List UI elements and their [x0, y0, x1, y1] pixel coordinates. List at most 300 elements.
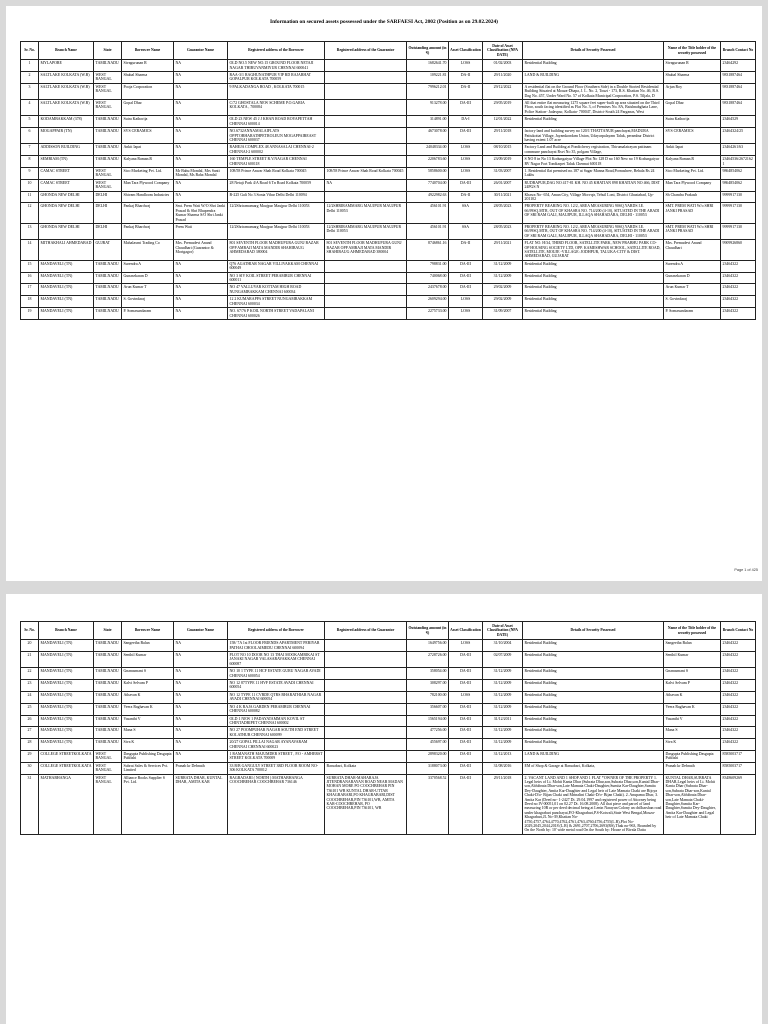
cell-borrower-name: S. Govindaraj — [122, 296, 174, 308]
cell-branch-name: KODAMBAKKAM (378) — [39, 116, 94, 128]
cell-borrower-address: NO.6732ANNAMALAIFLATS OPPTOBHARATHPETROLEUN MOGAPPAIREAST CHENNAI 600037 — [228, 128, 325, 144]
table-row — [21, 284, 756, 296]
cell-state: WEST BANGAL — [94, 72, 122, 84]
cell-branch-name: MANDAVELI (TN) — [39, 652, 94, 668]
cell-borrower-name: Man Tara Plywood Company — [122, 179, 174, 191]
table-header-row — [21, 42, 756, 60]
cell-security-details: Factory Land and Building at Pondicherry registration, Thirumalairayan pattinam commune panchayat Rsvt No 35, polgam Village, — [523, 144, 664, 156]
cell-branch-contact: 9864854062 — [721, 179, 756, 191]
cell-security-details: Residential Building — [523, 308, 664, 320]
cell-guarantor-name: NA — [174, 260, 228, 272]
cell-branch-contact: 23464322 — [721, 272, 756, 284]
cell-guarantor-name: NA — [174, 668, 228, 680]
column-header-npa-date: Date of Asset Classification (NPA DATE) — [483, 42, 523, 60]
cell-security-details: All that entire flat measuring 1275 square feet super-built up area situated on the Third Floor, south facing identified as Flat No. 3, of Premises No. 8A, Baishnabghata Lane, Police Station- Jadavpur, Kolkata- 700047, District-South 24 Parganas, West — [523, 100, 664, 116]
cell-sr-no: 25 — [21, 703, 39, 715]
cell-security-details: Residential Building — [523, 296, 664, 308]
cell-sr-no: 2 — [21, 72, 39, 84]
cell-outstanding-amount: 7740704.00 — [407, 179, 449, 191]
cell-asset-classification: LOSS — [449, 308, 483, 320]
cell-guarantor-address: SUBRATA DHAR-MAHARAJA JITENDRANARAYAN ROAD NEAR MADAN MOHAN MORE PO COOCHBEHAR PIN 736101 WB KUNTAL DHAR-UTTAR KHAGRABARI,PO KHAGRABARI,DIST COOCHBEHAR,PIN 736101,WB, AMITA KAR-COOCHBEHAR, PO COOCHBEHAR,PIN 736101, WB — [325, 774, 407, 834]
table-row — [21, 774, 756, 834]
cell-security-details: 2. VACANT LAND AND 1 SHOP AND 1 FLAT *OWNER OF THE PROPERTY 1. Legal heirs of Lt. Mohit Kanta Dhar (Subrata Dhar,son,Subrata Dhar,son,Kuntal Dhar-son,Abhibrata Dhar-son,Late Mamata Chaki-Daughter,Sumita Kar-Daughter,Sumita Dey-Daughter, Amita Kar-Daughter and Legal heir of Late Mamata Chaki are Bijoya Chaki-D/o- Bijan Chaki and Mrinalini Chaki-D/o- Bijan Chaki). 2. Anupama Dhar, 3. Amita Kar (Deed no- 1-2427 Dt. 29.04.1997 and registered power of Attorney being Deed no IV-00051,01 on 02.27 Dt. 16.08.2008). All that piece and parcel of land measuring 10R or per deed decimal being at Lenin Narayan Colony an chilbarshan road under khagrabari panchayat,P.O-Khagrabari,P.S-Kotwali,State West Bengal,Mouza-Khagrabari,JL No-39,Khatian No-4750,4757,4764,4770,4762,4761,4763,4760,4756,4755(L.R),Plot No-2029,2045,2044,2018 (L.R) & 2691,2707,2706,2693(RS),Thak no-963, Bounded by On the North by: 10' wide metal road On the South by: House of Bivala Datta — [523, 774, 664, 834]
cell-borrower-name: Veera Raghavan K — [122, 703, 174, 715]
column-header-sr-no: Sr. No. — [21, 622, 39, 640]
cell-guarantor-name: NA — [174, 750, 228, 762]
table-row — [21, 750, 756, 762]
cell-asset-classification: DA-III — [449, 774, 483, 834]
cell-guarantor-name: NA — [174, 272, 228, 284]
cell-outstanding-amount: 5858600.00 — [407, 167, 449, 179]
table-row — [21, 179, 756, 191]
column-header-outstanding-amount: Outstanding amount (in ₹) — [407, 622, 449, 640]
table-row — [21, 296, 756, 308]
cell-npa-date: 29/12/2022 — [483, 83, 523, 99]
column-header-title-holder: Name of the Title holder of the security possessed — [664, 42, 721, 60]
cell-branch-contact: 9999917130 — [721, 203, 756, 224]
cell-branch-contact: 23464322 — [721, 668, 756, 680]
cell-borrower-name: SVS CERAMICS — [122, 128, 174, 144]
cell-guarantor-address — [325, 156, 407, 168]
cell-state: TAMILNADU — [94, 739, 122, 751]
table-row — [21, 116, 756, 128]
table-row — [21, 272, 756, 284]
cell-title-holder: Senthil Kumar — [664, 652, 721, 668]
cell-borrower-name: Siva K — [122, 739, 174, 751]
cell-asset-classification: SSA — [449, 203, 483, 224]
cell-guarantor-name: Mr Bahu Mondal, Mrs Santi Mondal, Ms Baha Mondal — [174, 167, 228, 179]
cell-sr-no: 20 — [21, 640, 39, 652]
cell-sr-no: 27 — [21, 727, 39, 739]
cell-borrower-name: Senthil Kumar — [122, 652, 174, 668]
cell-branch-name: CAMAC STREET — [39, 167, 94, 179]
cell-branch-contact: 23464322 — [721, 260, 756, 272]
cell-branch-name: MANDAVELI (TN) — [39, 308, 94, 320]
cell-borrower-name: Mana S — [122, 727, 174, 739]
cell-branch-name: MANDAVELI (TN) — [39, 727, 94, 739]
cell-sr-no: 12 — [21, 203, 39, 224]
cell-state: WEST BANGAL — [94, 762, 122, 774]
cell-security-details: Residential Building — [523, 691, 664, 703]
cell-guarantor-name: NA — [174, 296, 228, 308]
cell-outstanding-amount: 1565194.00 — [407, 715, 449, 727]
column-header-npa-date: Date of Asset Classification (NPA DATE) — [483, 622, 523, 640]
cell-guarantor-name: NA — [174, 191, 228, 203]
cell-state: TAMILNADU — [94, 703, 122, 715]
cell-guarantor-name: NA — [174, 83, 228, 99]
cell-npa-date: 29/11/2021 — [483, 240, 523, 261]
cell-sr-no: 28 — [21, 739, 39, 751]
cell-security-details: PROPERTY BEARING NO. 12/2, AREA MEASURING 90SQ.YARDS I.E. 66.99SQ.MTR, OUT OF KHASRA NO. 714/200 (4-10), SITUATED IN THE ABADI OF SRI RAM GALI, MAUJPUR, ILLAQA SHAHADARA, DELHI - 110053 — [523, 203, 664, 224]
cell-state: TAMILNADU — [94, 284, 122, 296]
cell-outstanding-amount: 3370568.52 — [407, 774, 449, 834]
cell-title-holder: Vasanthi V — [664, 715, 721, 727]
cell-guarantor-address: Baruabari, Kolkata — [325, 762, 407, 774]
cell-guarantor-address — [325, 739, 407, 751]
cell-title-holder: Gnanasmani S — [664, 668, 721, 680]
cell-branch-contact: 23464322 — [721, 308, 756, 320]
cell-guarantor-address — [325, 60, 407, 72]
cell-borrower-address: NO. 67/76 P KOIL NORTH STREET VADAPALANI CHENNAI 600026 — [228, 308, 325, 320]
cell-borrower-name: Shubal Sharma — [122, 72, 174, 84]
cell-asset-classification: DA-III — [449, 272, 483, 284]
column-header-branch-contact: Branch Contact No — [721, 622, 756, 640]
cell-security-details: 1. Residential flat premised no.187 at Sagar Manna Road,Pornashree, Behala Rs 24 Lakhs — [523, 167, 664, 179]
cell-asset-classification: DA-III — [449, 260, 483, 272]
cell-branch-contact: 23464322 — [721, 739, 756, 751]
cell-sr-no: 11 — [21, 191, 39, 203]
cell-title-holder: Sivagurunan R — [664, 60, 721, 72]
column-header-branch-name: Branch Name — [39, 622, 94, 640]
cell-borrower-name: P. Somasundaram — [122, 308, 174, 320]
cell-borrower-address: 12 2 KUMARAPPA STREET NUNGAMBAKKAM CHENNAI 600034 — [228, 296, 325, 308]
cell-borrower-name: Kalyana Raman.R — [122, 156, 174, 168]
cell-sr-no: 7 — [21, 144, 39, 156]
cell-borrower-name: Ankit Iapat — [122, 144, 174, 156]
cell-borrower-address: OLD NO.5 NEW NO.15 GROUND FLOOR NETAJI NAGAR THIRUVANMIYUR CHENNAI 600041 — [228, 60, 325, 72]
assets-table-page-1 — [20, 41, 756, 320]
table-row — [21, 240, 756, 261]
cell-asset-classification: DA-II — [449, 240, 483, 261]
cell-borrower-name: Athavan K — [122, 691, 174, 703]
cell-guarantor-name: NA — [174, 100, 228, 116]
cell-state: TAMILNADU — [94, 691, 122, 703]
column-header-borrower-address: Registered address of the Borrower — [228, 622, 325, 640]
cell-branch-contact: 23464322 — [721, 727, 756, 739]
table-row — [21, 668, 756, 680]
cell-guarantor-name: NA — [174, 739, 228, 751]
cell-borrower-address: RAA-3/1 RAGHUNATHPUR VIP RD RAJARHAT GOPALPUR KOLKATA 700059 — [228, 72, 325, 84]
cell-sr-no: 13 — [21, 224, 39, 240]
cell-borrower-address: NO 27 POOMPUHAR NAGAR SOUTH END STREET KOLATHUR CHENNAI 600099 — [228, 727, 325, 739]
column-header-asset-classification: Asset Classification — [449, 42, 483, 60]
cell-outstanding-amount: 2437678.00 — [407, 284, 449, 296]
cell-branch-contact: 9909926860 — [721, 240, 756, 261]
cell-title-holder: Pranab kr Debnath — [664, 762, 721, 774]
cell-guarantor-name: NA — [174, 640, 228, 652]
cell-asset-classification: LOSS — [449, 691, 483, 703]
cell-borrower-address: NO 3 SIV KOIL STREET PERAMBUR CHENNAI 600011 — [228, 272, 325, 284]
cell-state: WEST BANGAL — [94, 100, 122, 116]
cell-borrower-address: 12/2Shriramamarg Maujpur Maujpur Delhi 110053 — [228, 224, 325, 240]
cell-state: TAMILNADU — [94, 308, 122, 320]
cell-title-holder: SMT. PREM WATI W/o SHRI JANKI PRASAD — [664, 203, 721, 224]
cell-title-holder: Arjun Roy — [664, 83, 721, 99]
document-title: Information on secured assets possessed under the SARFAESI Act, 2002 (Position as on 29.02.2024) — [270, 19, 498, 25]
cell-npa-date: 31/12/2011 — [483, 715, 523, 727]
cell-guarantor-address — [325, 272, 407, 284]
cell-sr-no: 5 — [21, 116, 39, 128]
column-header-borrower-name: Borrower Name — [122, 622, 174, 640]
cell-sr-no: 21 — [21, 652, 39, 668]
cell-state: TAMILNADU — [94, 144, 122, 156]
cell-outstanding-amount: 314891.00 — [407, 116, 449, 128]
cell-title-holder: Kalvi Selvam P — [664, 680, 721, 692]
cell-guarantor-name: NA — [174, 691, 228, 703]
cell-asset-classification: DA-III — [449, 284, 483, 296]
cell-branch-name: MANDAVELI (TN) — [39, 272, 94, 284]
cell-borrower-name: Gopal Dhar — [122, 100, 174, 116]
cell-branch-contact: 23464324/25 — [721, 128, 756, 144]
cell-guarantor-address — [325, 144, 407, 156]
cell-branch-name: ADDISSON BUILDING — [39, 144, 94, 156]
cell-borrower-address: B-225 Gali No 3 Sonia Vihar Delhi Delhi 110094 — [228, 191, 325, 203]
cell-outstanding-amount: 308297.00 — [407, 680, 449, 692]
assets-table-page-2 — [20, 621, 756, 835]
cell-guarantor-address: 801 SEVENTH FLOOR MADHUPURA GUNJ BAZAR OPP AMBAJI MATA MANDIR SHAHIBAUG AHMEDABAD 380004 — [325, 240, 407, 261]
document-page-1 — [6, 6, 762, 581]
cell-branch-contact: 23464322 — [721, 680, 756, 692]
cell-guarantor-address: 108/58 Prince Anwar Shah Road Kolkata 700045 — [325, 167, 407, 179]
cell-title-holder: KUNTAL DHAR,SUBRATA DHAR,Legal heirs of Lt. Mohit Kanta Dhar (Subrata Dhar-son,Subrata Dhar-son,Kuntal Dhar-son,Abhibrata Dhar-son,Late Mamata Chaki-Daughter,Sumita Kar-Daughter,Sumita Dey-Daughter, Amita Kar-Daughter and Legal heir of Late Mamata Chaki — [664, 774, 721, 834]
cell-sr-no: 9 — [21, 167, 39, 179]
cell-sr-no: 30 — [21, 762, 39, 774]
cell-guarantor-address: 12/2SHRIRAMMARG MAUJPUR MAUJPUR Delhi 110053 — [325, 203, 407, 224]
cell-outstanding-amount: 109221.81 — [407, 72, 449, 84]
table-row — [21, 680, 756, 692]
cell-guarantor-name: NA — [174, 116, 228, 128]
cell-state: WEST BANGAL — [94, 179, 122, 191]
cell-npa-date: 31/12/2009 — [483, 727, 523, 739]
cell-outstanding-amount: 477256.00 — [407, 727, 449, 739]
cell-asset-classification: DA-III — [449, 715, 483, 727]
cell-npa-date: 29/11/2018 — [483, 774, 523, 834]
table-row — [21, 727, 756, 739]
cell-npa-date: 31/12/2009 — [483, 260, 523, 272]
cell-guarantor-address — [325, 668, 407, 680]
cell-branch-contact: 9864854062 — [721, 167, 756, 179]
table-row — [21, 191, 756, 203]
cell-asset-classification: DA-I — [449, 116, 483, 128]
cell-branch-name: MANDAVELI (TN) — [39, 739, 94, 751]
column-header-title-holder: Name of the Title holder of the security possessed — [664, 622, 721, 640]
cell-state: GUJRAT — [94, 240, 122, 261]
cell-security-details: Residential Building — [523, 727, 664, 739]
cell-branch-name: MANDAVELI (TN) — [39, 703, 94, 715]
table-row — [21, 83, 756, 99]
cell-borrower-address: BAGRADARI ( NORTH ) MATHABHANGA COOCHBEHAR COOCHBEHAR 736146 — [228, 774, 325, 834]
cell-branch-contact: 9831887464 — [721, 83, 756, 99]
table-row — [21, 203, 756, 224]
cell-security-details: Residential Building — [523, 60, 664, 72]
cell-title-holder: Gunasekaran D — [664, 272, 721, 284]
cell-branch-name: MYLAPORE — [39, 60, 94, 72]
cell-guarantor-address — [325, 100, 407, 116]
cell-borrower-address: Q76 AGATHIAR NAGAR VILLIVAKKAM CHENNAI 600049 — [228, 260, 325, 272]
cell-security-details: EM of Shop & Garage at Baruabari, Kolkata, — [523, 762, 664, 774]
cell-borrower-name: Dasgupta Publishing Dasgupta Publishi — [122, 750, 174, 762]
cell-state: TAMILNADU — [94, 156, 122, 168]
table-row — [21, 640, 756, 652]
cell-outstanding-amount: 356607.00 — [407, 703, 449, 715]
cell-sr-no: 6 — [21, 128, 39, 144]
cell-npa-date: 02/07/2009 — [483, 652, 523, 668]
cell-security-details: Residential Building — [523, 640, 664, 652]
column-header-guarantor-address: Registered address of the Guarantor — [325, 622, 407, 640]
cell-sr-no: 16 — [21, 272, 39, 284]
cell-borrower-name: Sivagurunan R — [122, 60, 174, 72]
column-header-sr-no: Sr. No. — [21, 42, 39, 60]
column-header-borrower-address: Registered address of the Borrower — [228, 42, 325, 60]
cell-security-details: LAND & BUILDING — [523, 750, 664, 762]
cell-sr-no: 14 — [21, 240, 39, 261]
cell-guarantor-address — [325, 691, 407, 703]
cell-borrower-address: 28 Netaji Park 4/A Road 6 Tn Road Kolkata 700059 — [228, 179, 325, 191]
cell-npa-date: 31/12/2009 — [483, 691, 523, 703]
cell-title-holder: Suira Kathorija — [664, 116, 721, 128]
cell-guarantor-address — [325, 260, 407, 272]
cell-outstanding-amount: 782100.00 — [407, 691, 449, 703]
cell-outstanding-amount: 24048334.00 — [407, 144, 449, 156]
cell-guarantor-name: NA — [174, 156, 228, 168]
cell-asset-classification: LOSS — [449, 640, 483, 652]
column-header-asset-classification: Asset Classification — [449, 622, 483, 640]
cell-state: TAMILNADU — [94, 715, 122, 727]
cell-guarantor-address — [325, 128, 407, 144]
cell-guarantor-address — [325, 191, 407, 203]
cell-title-holder: Shubal Sharma — [664, 72, 721, 84]
cell-security-details: S NO 8 in No 13 Kodungaiyur Village Plot No 128 D no 160 New no 19 Kodungaiyur RV Nagar Fort Tondiarpet Taluk Chennai 600118 — [523, 156, 664, 168]
cell-npa-date: 31/08/2016 — [483, 762, 523, 774]
cell-outstanding-amount: 7996212.01 — [407, 83, 449, 99]
cell-asset-classification: LOSS — [449, 167, 483, 179]
cell-branch-contact: 23464261/63 — [721, 144, 756, 156]
column-header-state: State — [94, 42, 122, 60]
cell-borrower-address: 33 B/B GANGULY STREET 3RD FLOOR ROOM NO-306 KOLKATA 700012 — [228, 762, 325, 774]
cell-sr-no: 17 — [21, 284, 39, 296]
cell-borrower-address: 801 SEVENTH FLOOR MADHUPURA GUNJ BAZAR OPP AMBAJI MATA MANDIR SHAHIBAUG AHMEDABAD 380004 — [228, 240, 325, 261]
cell-guarantor-name: SUBRATA DHAR, KUNTAL DHAR, AMITA KAR — [174, 774, 228, 834]
cell-security-details: A residential flat on the Ground Floor (Southern Side) in a Double Storied Residential Building Situated at Mouza-Dhapa, J. L. No. 2, Touzi - 173, R.S. Khatian No. 46, R.S. Dag No. 457, Under Ward No. 57 of Kolkata Municipal Corporation, P.S. Tiljala, D — [523, 83, 664, 99]
cell-sr-no: 1 — [21, 60, 39, 72]
cell-asset-classification: DA-III — [449, 680, 483, 692]
cell-borrower-address: OLD 1 NEW 1 PADAYATAMMAN KOVIL ST CHINTADRIPET CHENNAI 600002 — [228, 715, 325, 727]
cell-borrower-name: Pankaj Bhardwaj — [122, 203, 174, 224]
cell-borrower-name: Arun Kumar T — [122, 284, 174, 296]
cell-security-details: Residential Building — [523, 284, 664, 296]
cell-borrower-address: NO 10 1 TYPE 11 HCF ESTATE GURU NAGAR AVADI CHENNAI 600054 — [228, 668, 325, 680]
cell-branch-name: MOGAPPAIR (TN) — [39, 128, 94, 144]
cell-branch-name: MANDAVELI (TN) — [39, 296, 94, 308]
cell-state: WEST BANGAL — [94, 167, 122, 179]
cell-asset-classification: DA-II — [449, 72, 483, 84]
table-header-row — [21, 622, 756, 640]
cell-outstanding-amount: 455697.00 — [407, 739, 449, 751]
column-header-state: State — [94, 622, 122, 640]
cell-outstanding-amount: 2898320.00 — [407, 750, 449, 762]
cell-asset-classification: SSA — [449, 224, 483, 240]
cell-borrower-name: Gnanasmani S — [122, 668, 174, 680]
cell-borrower-address: NO 12 87TYPE 11 HVF ESTATE AVADI CHENNAI 600054 — [228, 680, 325, 692]
cell-guarantor-name: NA — [174, 703, 228, 715]
cell-borrower-address: 1 RAMANATH MAJUMDER STREET , P.O - AMHERST STREET KOLKATA 700009 — [229, 751, 323, 761]
cell-state: WEST BANGAL — [94, 750, 122, 762]
cell-npa-date: 31/12/2009 — [483, 739, 523, 751]
cell-title-holder: Ankit Iapat — [664, 144, 721, 156]
cell-title-holder: Siva K — [664, 739, 721, 751]
cell-borrower-name: Subrat Sales & Services Pvt. Limited — [122, 762, 174, 774]
cell-borrower-address: NO 47 VALLUVAR KOTTAM HIGH ROAD NUNGAMBAKKAM CHENNAI 600034 — [228, 284, 325, 296]
cell-title-holder: Dasgupta Publishing Dasgupta Publishi — [664, 750, 721, 762]
cell-npa-date: 31/09/2007 — [483, 308, 523, 320]
cell-borrower-address: NO 12 TYPE 11 CVRDE QTRS BHARATHIAR NAGAR AVADI CHENNAI 600054 — [228, 691, 325, 703]
cell-guarantor-address — [325, 715, 407, 727]
cell-npa-date: 31/12/2009 — [483, 680, 523, 692]
cell-outstanding-amount: 456101.91 — [407, 203, 449, 224]
cell-asset-classification: DA-II — [449, 191, 483, 203]
cell-state: TAMILNADU — [94, 260, 122, 272]
table-row — [21, 72, 756, 84]
cell-asset-classification: DA-III — [449, 762, 483, 774]
cell-branch-contact: 23464322 — [721, 691, 756, 703]
cell-branch-name: MANDAVELI (TN) — [39, 715, 94, 727]
cell-guarantor-name: Pranab kr Debnath — [174, 762, 228, 774]
table-row — [21, 739, 756, 751]
cell-borrower-address: 158/ 7A 1st FLOOR FRIENDS APARTMENT PERIYAR PATHAI CHOOLAIMEDU CHENNAI 600094 — [228, 640, 325, 652]
cell-sr-no: 24 — [21, 691, 39, 703]
cell-asset-classification: DA-III — [449, 668, 483, 680]
cell-outstanding-amount: 2275733.00 — [407, 308, 449, 320]
cell-guarantor-name: Prem Wati — [174, 224, 228, 240]
cell-outstanding-amount: 2609294.00 — [407, 296, 449, 308]
cell-title-holder: Sh Chandra Prakash — [664, 191, 721, 203]
cell-branch-name: SEMBIAM (TN) — [39, 156, 94, 168]
table-row — [21, 224, 756, 240]
cell-state: TAMILNADU — [94, 272, 122, 284]
cell-title-holder: Mana S — [664, 727, 721, 739]
table-row — [21, 703, 756, 715]
table-row — [21, 100, 756, 116]
cell-borrower-address: 20/27 GOPAL PILLAI NAGAR AYANAVARAM CHENNAI CHENNAI 600023 — [228, 739, 325, 751]
cell-npa-date: 31/12/2009 — [483, 668, 523, 680]
cell-sr-no: 19 — [21, 308, 39, 320]
table-row — [21, 308, 756, 320]
cell-branch-name: MANDAVELI (TN) — [39, 640, 94, 652]
cell-asset-classification: DA-III — [449, 750, 483, 762]
cell-branch-contact: 23464322 — [721, 296, 756, 308]
cell-security-details: FLAT NO. H/34, THIRD FLOOR, SATELLITE PARK, NEW PRABHU PARK CO-OP HOUSING SOCIETY LTD, OPP. KAMESHWAR SCHOOL, SATELLITE ROAD, SATELLITE, MOUJE -VILLAGE: JODHPUR, TALUKA-CITY & DIST. AHMEDABAD, GUJARAT — [523, 240, 664, 261]
cell-borrower-name: Kalvi Selvam P — [122, 680, 174, 692]
cell-guarantor-name: NA — [174, 727, 228, 739]
cell-borrower-address: PLOT NO 10 DOOR NO 13 THAI MOOKAMBIKAI ST JANAKI NAGAR VALASARAVAKKAM CHENNAI 600087 — [228, 652, 325, 668]
cell-guarantor-address — [325, 116, 407, 128]
cell-guarantor-name: Smt. Prem Wati W/O Shri Janki Prasad & Shri Bhupendra Kumar Sharma S/O Shri Janki Prasad — [174, 203, 228, 224]
cell-npa-date: 29/02/2009 — [483, 284, 523, 296]
cell-guarantor-name: NA — [174, 652, 228, 668]
cell-guarantor-name: NA — [174, 715, 228, 727]
cell-asset-classification: LOSS — [449, 60, 483, 72]
cell-sr-no: 15 — [21, 260, 39, 272]
cell-title-holder: P. Somasundaram — [664, 308, 721, 320]
table-row — [21, 156, 756, 168]
cell-title-holder: Surendra A — [664, 260, 721, 272]
column-header-guarantor-address: Registered address of the Guarantor — [325, 42, 407, 60]
table-row — [21, 144, 756, 156]
cell-security-details: Khasra No- 654, Aman City, Village Morvqtr, Tehsil Loni, District Ghaziabad, Up-201102 — [523, 191, 664, 203]
cell-guarantor-name: NA — [174, 72, 228, 84]
cell-sr-no: 22 — [21, 668, 39, 680]
cell-outstanding-amount: 8746861.16 — [407, 240, 449, 261]
cell-sr-no: 29 — [21, 750, 39, 762]
cell-borrower-address: OLD 23 NEW 45 J J KHAN ROAD ROYAPETTAH CHENNAI 600014 — [228, 116, 325, 128]
cell-state: TAMILNADU — [94, 60, 122, 72]
cell-branch-contact: 8585003717 — [721, 762, 756, 774]
cell-npa-date: 12/01/2022 — [483, 116, 523, 128]
cell-guarantor-name: NA — [174, 179, 228, 191]
cell-security-details: RUDRAPUR,DAG NO 417-81 KH. NO 45 KHATIAN 898 KHATIAN NO 466, DIST 24PGS N — [523, 179, 664, 191]
cell-branch-name: MITHAKHALI AHMEDABAD — [39, 240, 94, 261]
cell-npa-date: 01/02/2003 — [483, 60, 523, 72]
